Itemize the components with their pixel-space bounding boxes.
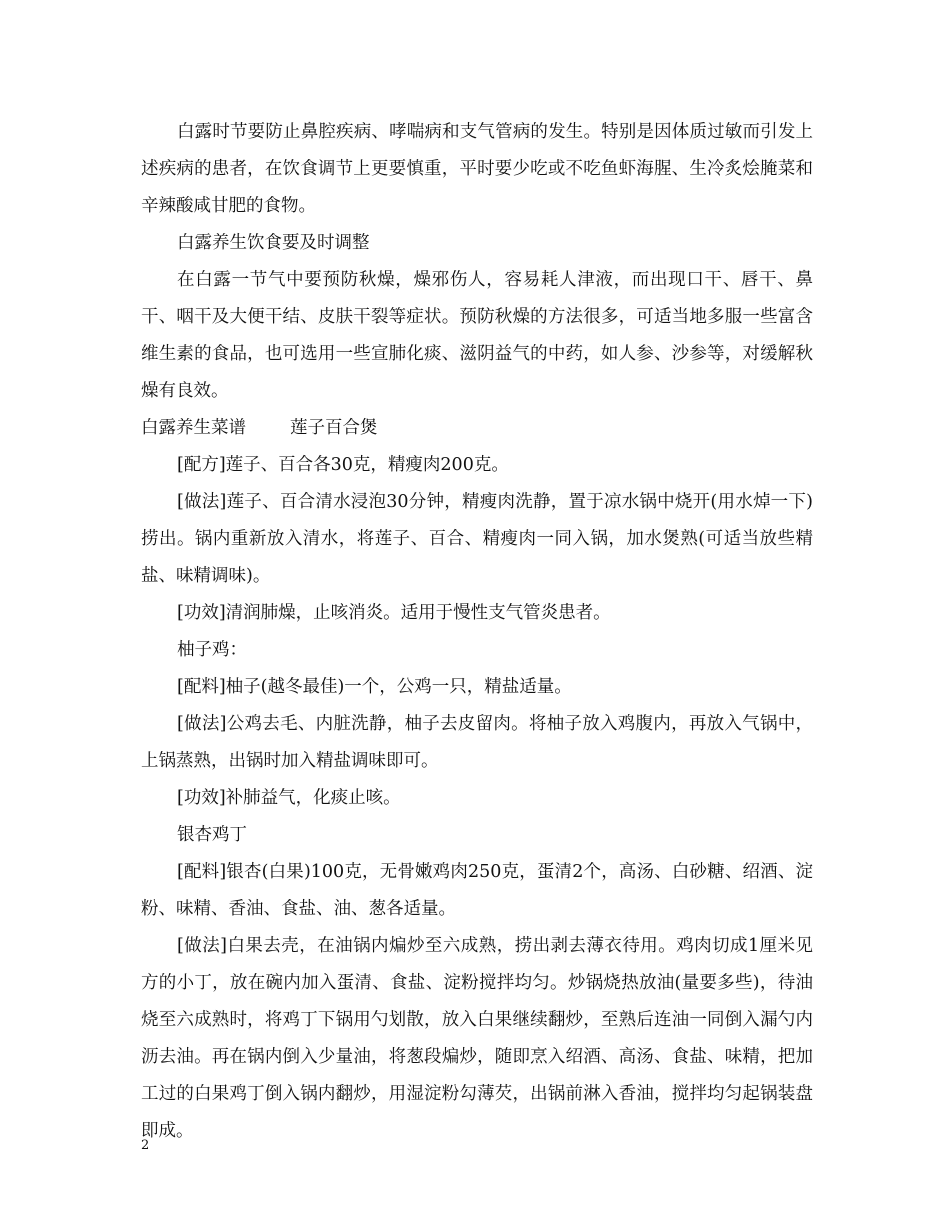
recipe-lotus-ingredients: [配方]莲子、百合各30克，精瘦肉200克。 bbox=[177, 455, 509, 475]
recipe-dish-title: 莲子百合煲 bbox=[290, 418, 378, 438]
recipe-pomelo-ingredients: [配料]柚子(越冬最佳)一个，公鸡一只，精盐适量。 bbox=[177, 677, 572, 697]
recipe-pomelo-effect: [功效]补肺益气，化痰止咳。 bbox=[177, 788, 401, 808]
recipe-lotus-effect: [功效]清润肺燥，止咳消炎。适用于慢性支气管炎患者。 bbox=[177, 603, 611, 623]
recipe-lotus-method: [做法]莲子、百合清水浸泡30分钟，精瘦肉洗静，置于凉水锅中烧开(用水焯一下)捞出。锅内重新放入清水，将莲子、百合、精瘦肉一同入锅，加水煲熟(可适当放些精盐、味精调味)。 bbox=[141, 492, 813, 586]
recipe-ginkgo-method: [做法]白果去壳，在油锅内煸炒至六成熟，捞出剥去薄衣待用。鸡肉切成1厘米见方的小丁，放在碗内加入蛋清、食盐、淀粉搅拌均匀。炒锅烧热放油(量要多些)，待油烧至六成熟时，将鸡丁下锅用勺划散，放入白果继续翻炒，至熟后连油一同倒入漏勺内沥去油。再在锅内倒入少量油，将葱段煸炒，随即烹入绍酒、高汤、食盐、味精，把加工过的白果鸡丁倒入锅内翻炒，用湿淀粉勾薄芡，出锅前淋入香油，搅拌均匀起锅装盘即成。 bbox=[141, 936, 813, 1141]
recipe-pomelo-method: [做法]公鸡去毛、内脏洗静，柚子去皮留肉。将柚子放入鸡腹内，再放入气锅中，上锅蒸熟，出锅时加入精盐调味即可。 bbox=[141, 714, 813, 771]
subheading-diet-adjustment: 白露养生饮食要及时调整 bbox=[177, 233, 370, 253]
page-number: 2 bbox=[141, 1138, 150, 1153]
recipe-ginkgo-title: 银杏鸡丁 bbox=[177, 825, 247, 845]
recipe-section-title: 白露养生菜谱 bbox=[141, 418, 246, 438]
recipe-pomelo-title: 柚子鸡： bbox=[177, 640, 247, 660]
recipe-ginkgo-ingredients: [配料]银杏(白果)100克，无骨嫩鸡肉250克，蛋清2个，高汤、白砂糖、绍酒、淀粉、味精、香油、食盐、油、葱各适量。 bbox=[141, 862, 813, 919]
paragraph-autumn-dryness: 在白露一节气中要预防秋燥，燥邪伤人，容易耗人津液，而出现口干、唇干、鼻干、咽干及大便干结、皮肤干裂等症状。预防秋燥的方法很多，可适当地多服一些富含维生素的食品，也可选用一些宣肺化痰、滋阴益气的中药，如人参、沙参等，对缓解秋燥有良效。 bbox=[141, 270, 813, 401]
recipe-heading bbox=[141, 410, 813, 447]
document-body bbox=[141, 114, 813, 1150]
paragraph-allergy-prevention: 白露时节要防止鼻腔疾病、哮喘病和支气管病的发生。特别是因体质过敏而引发上述疾病的患者，在饮食调节上更要慎重，平时要少吃或不吃鱼虾海腥、生冷炙烩腌菜和辛辣酸咸甘肥的食物。 bbox=[141, 122, 813, 216]
